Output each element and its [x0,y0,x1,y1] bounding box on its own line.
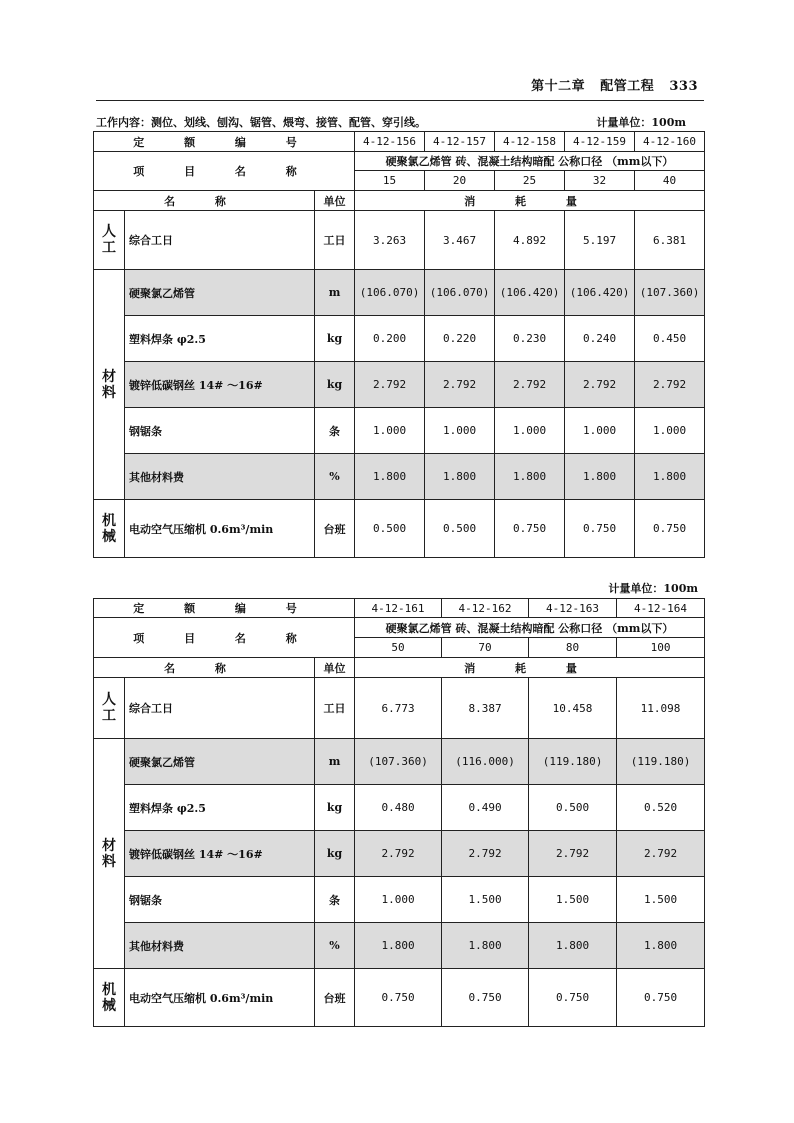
consumption-value: 0.520 [617,785,705,831]
resource-unit: % [315,454,355,500]
consumption-value: (106.070) [355,270,425,316]
category-machine [94,500,125,558]
item-description: 硬聚氯乙烯管 砖、混凝土结构暗配 公称口径 （mm以下） [355,618,705,638]
consumption-value: 1.800 [617,923,705,969]
category-char: 工 [102,240,116,256]
quota-code: 4-12-157 [425,132,495,152]
category-char: 料 [102,853,116,870]
category-char: 材 [102,368,116,385]
quota-code: 4-12-158 [495,132,565,152]
header-rule [96,100,704,101]
category-char: 工 [102,708,116,724]
resource-unit: 条 [315,408,355,454]
material-row [94,408,705,454]
consumption-value: 2.792 [617,831,705,877]
material-row [94,362,705,408]
resource-unit: m [315,270,355,316]
consumption-value: 0.490 [442,785,529,831]
work-content-line [96,114,704,132]
resource-name: 其他材料费 [125,454,315,500]
consumption-value: 1.000 [355,408,425,454]
resource-unit: kg [315,831,355,877]
consumption-value: 1.800 [565,454,635,500]
resource-name: 塑料焊条 φ2.5 [125,785,315,831]
code-row-label: 定 额 编 号 [94,132,355,152]
measure-unit-line-2 [96,580,704,598]
category-char: 机 [102,981,116,998]
nominal-size: 70 [442,638,529,658]
measure-unit-1: 计量单位：100m [596,116,686,129]
category-char: 料 [102,384,116,401]
consumption-value: 1.500 [442,877,529,923]
resource-unit: 条 [315,877,355,923]
consumption-value: 2.792 [529,831,617,877]
nominal-size: 15 [355,171,425,191]
code-row-label: 定 额 编 号 [94,599,355,618]
unit-column-header: 单位 [315,191,355,211]
consumption-value: (106.070) [425,270,495,316]
chapter-label: 第十二章 [531,79,586,94]
category-material [94,739,125,969]
consumption-value: 4.892 [495,211,565,270]
quota-table-2 [93,598,705,1027]
quota-code: 4-12-156 [355,132,425,152]
consumption-value: 8.387 [442,678,529,739]
machine-row [94,969,705,1027]
resource-name: 塑料焊条 φ2.5 [125,316,315,362]
resource-name: 钢锯条 [125,877,315,923]
column-header-row [94,191,705,211]
resource-unit: 台班 [315,500,355,558]
consumption-value: 1.000 [635,408,705,454]
consumption-value: (116.000) [442,739,529,785]
column-header-row [94,658,705,678]
category-material [94,270,125,500]
consumption-value: 5.197 [565,211,635,270]
nominal-size: 20 [425,171,495,191]
quota-table-1 [93,131,705,558]
category-labor [94,211,125,270]
quota-code: 4-12-160 [635,132,705,152]
resource-name: 硬聚氯乙烯管 [125,270,315,316]
resource-name: 硬聚氯乙烯管 [125,739,315,785]
consumption-value: (107.360) [635,270,705,316]
consumption-value: 2.792 [635,362,705,408]
consumption-value: (106.420) [565,270,635,316]
consumption-value: 0.450 [635,316,705,362]
machine-row [94,500,705,558]
resource-name: 电动空气压缩机 0.6m³/min [125,969,315,1027]
consumption-value: 1.800 [495,454,565,500]
name-column-header: 名 称 [94,658,315,678]
resource-unit: kg [315,785,355,831]
consumption-value: 0.750 [442,969,529,1027]
consumption-value: 0.750 [529,969,617,1027]
item-row [94,618,705,638]
category-char: 材 [102,837,116,854]
material-row [94,923,705,969]
consumption-value: 0.750 [635,500,705,558]
resource-name: 电动空气压缩机 0.6m³/min [125,500,315,558]
consumption-value: 0.480 [355,785,442,831]
resource-unit: m [315,739,355,785]
work-content: 工作内容：测位、划线、刨沟、锯管、煨弯、接管、配管、穿引线。 [96,116,426,129]
labor-row [94,678,705,739]
consumption-value: 2.792 [425,362,495,408]
material-row [94,270,705,316]
consumption-value: 1.800 [355,923,442,969]
consumption-value: 6.773 [355,678,442,739]
consumption-value: 3.467 [425,211,495,270]
category-char: 械 [102,528,116,545]
code-row [94,599,705,618]
consumption-value: 0.500 [355,500,425,558]
consumption-value: 1.800 [442,923,529,969]
category-labor [94,678,125,739]
page-header [96,72,704,102]
chapter-title: 配管工程 [600,79,655,94]
consumption-value: 10.458 [529,678,617,739]
material-row [94,739,705,785]
material-row [94,785,705,831]
category-char: 人 [102,692,116,708]
nominal-size: 32 [565,171,635,191]
unit-column-header: 单位 [315,658,355,678]
resource-unit: 台班 [315,969,355,1027]
name-column-header: 名 称 [94,191,315,211]
page-number: 333 [669,79,698,94]
nominal-size: 40 [635,171,705,191]
header-text [531,75,698,94]
consumption-value: 2.792 [355,362,425,408]
consumption-value: (107.360) [355,739,442,785]
consumption-value: 1.500 [617,877,705,923]
quota-code: 4-12-161 [355,599,442,618]
code-row [94,132,705,152]
consumption-value: 2.792 [442,831,529,877]
consumption-value: 11.098 [617,678,705,739]
consumption-value: 1.000 [355,877,442,923]
consumption-value: (119.180) [617,739,705,785]
resource-unit: kg [315,362,355,408]
consumption-value: 2.792 [355,831,442,877]
consumption-value: 2.792 [495,362,565,408]
consumption-value: 0.750 [495,500,565,558]
category-char: 机 [102,512,116,529]
nominal-size: 100 [617,638,705,658]
nominal-size: 80 [529,638,617,658]
item-row-label: 项 目 名 称 [94,618,355,658]
consumption-value: (106.420) [495,270,565,316]
item-row-label: 项 目 名 称 [94,152,355,191]
consumption-value: 0.750 [617,969,705,1027]
nominal-size: 25 [495,171,565,191]
category-char: 械 [102,997,116,1014]
material-row [94,831,705,877]
consumption-value: 2.792 [565,362,635,408]
resource-name: 镀锌低碳钢丝 14# ～16# [125,362,315,408]
resource-name: 综合工日 [125,678,315,739]
consumption-value: (119.180) [529,739,617,785]
consumption-value: 1.800 [355,454,425,500]
consumption-value: 1.000 [565,408,635,454]
consumption-header: 消 耗 量 [355,191,705,211]
resource-name: 镀锌低碳钢丝 14# ～16# [125,831,315,877]
quota-code: 4-12-162 [442,599,529,618]
consumption-value: 0.240 [565,316,635,362]
consumption-value: 3.263 [355,211,425,270]
consumption-value: 6.381 [635,211,705,270]
nominal-size: 50 [355,638,442,658]
quota-code: 4-12-159 [565,132,635,152]
material-row [94,877,705,923]
quota-code: 4-12-163 [529,599,617,618]
consumption-value: 1.800 [425,454,495,500]
resource-unit: % [315,923,355,969]
material-row [94,454,705,500]
item-description: 硬聚氯乙烯管 砖、混凝土结构暗配 公称口径 （mm以下） [355,152,705,171]
resource-name: 其他材料费 [125,923,315,969]
consumption-value: 0.750 [355,969,442,1027]
resource-unit: 工日 [315,678,355,739]
measure-unit-2: 计量单位：100m [608,582,698,595]
consumption-value: 0.500 [425,500,495,558]
labor-row [94,211,705,270]
category-machine [94,969,125,1027]
consumption-value: 0.220 [425,316,495,362]
consumption-value: 0.230 [495,316,565,362]
item-row [94,152,705,171]
resource-unit: kg [315,316,355,362]
consumption-value: 1.000 [425,408,495,454]
consumption-value: 1.800 [529,923,617,969]
resource-unit: 工日 [315,211,355,270]
category-char: 人 [102,224,116,240]
consumption-value: 1.800 [635,454,705,500]
consumption-header: 消 耗 量 [355,658,705,678]
material-row [94,316,705,362]
consumption-value: 1.500 [529,877,617,923]
resource-name: 综合工日 [125,211,315,270]
resource-name: 钢锯条 [125,408,315,454]
consumption-value: 1.000 [495,408,565,454]
consumption-value: 0.750 [565,500,635,558]
consumption-value: 0.200 [355,316,425,362]
quota-code: 4-12-164 [617,599,705,618]
consumption-value: 0.500 [529,785,617,831]
